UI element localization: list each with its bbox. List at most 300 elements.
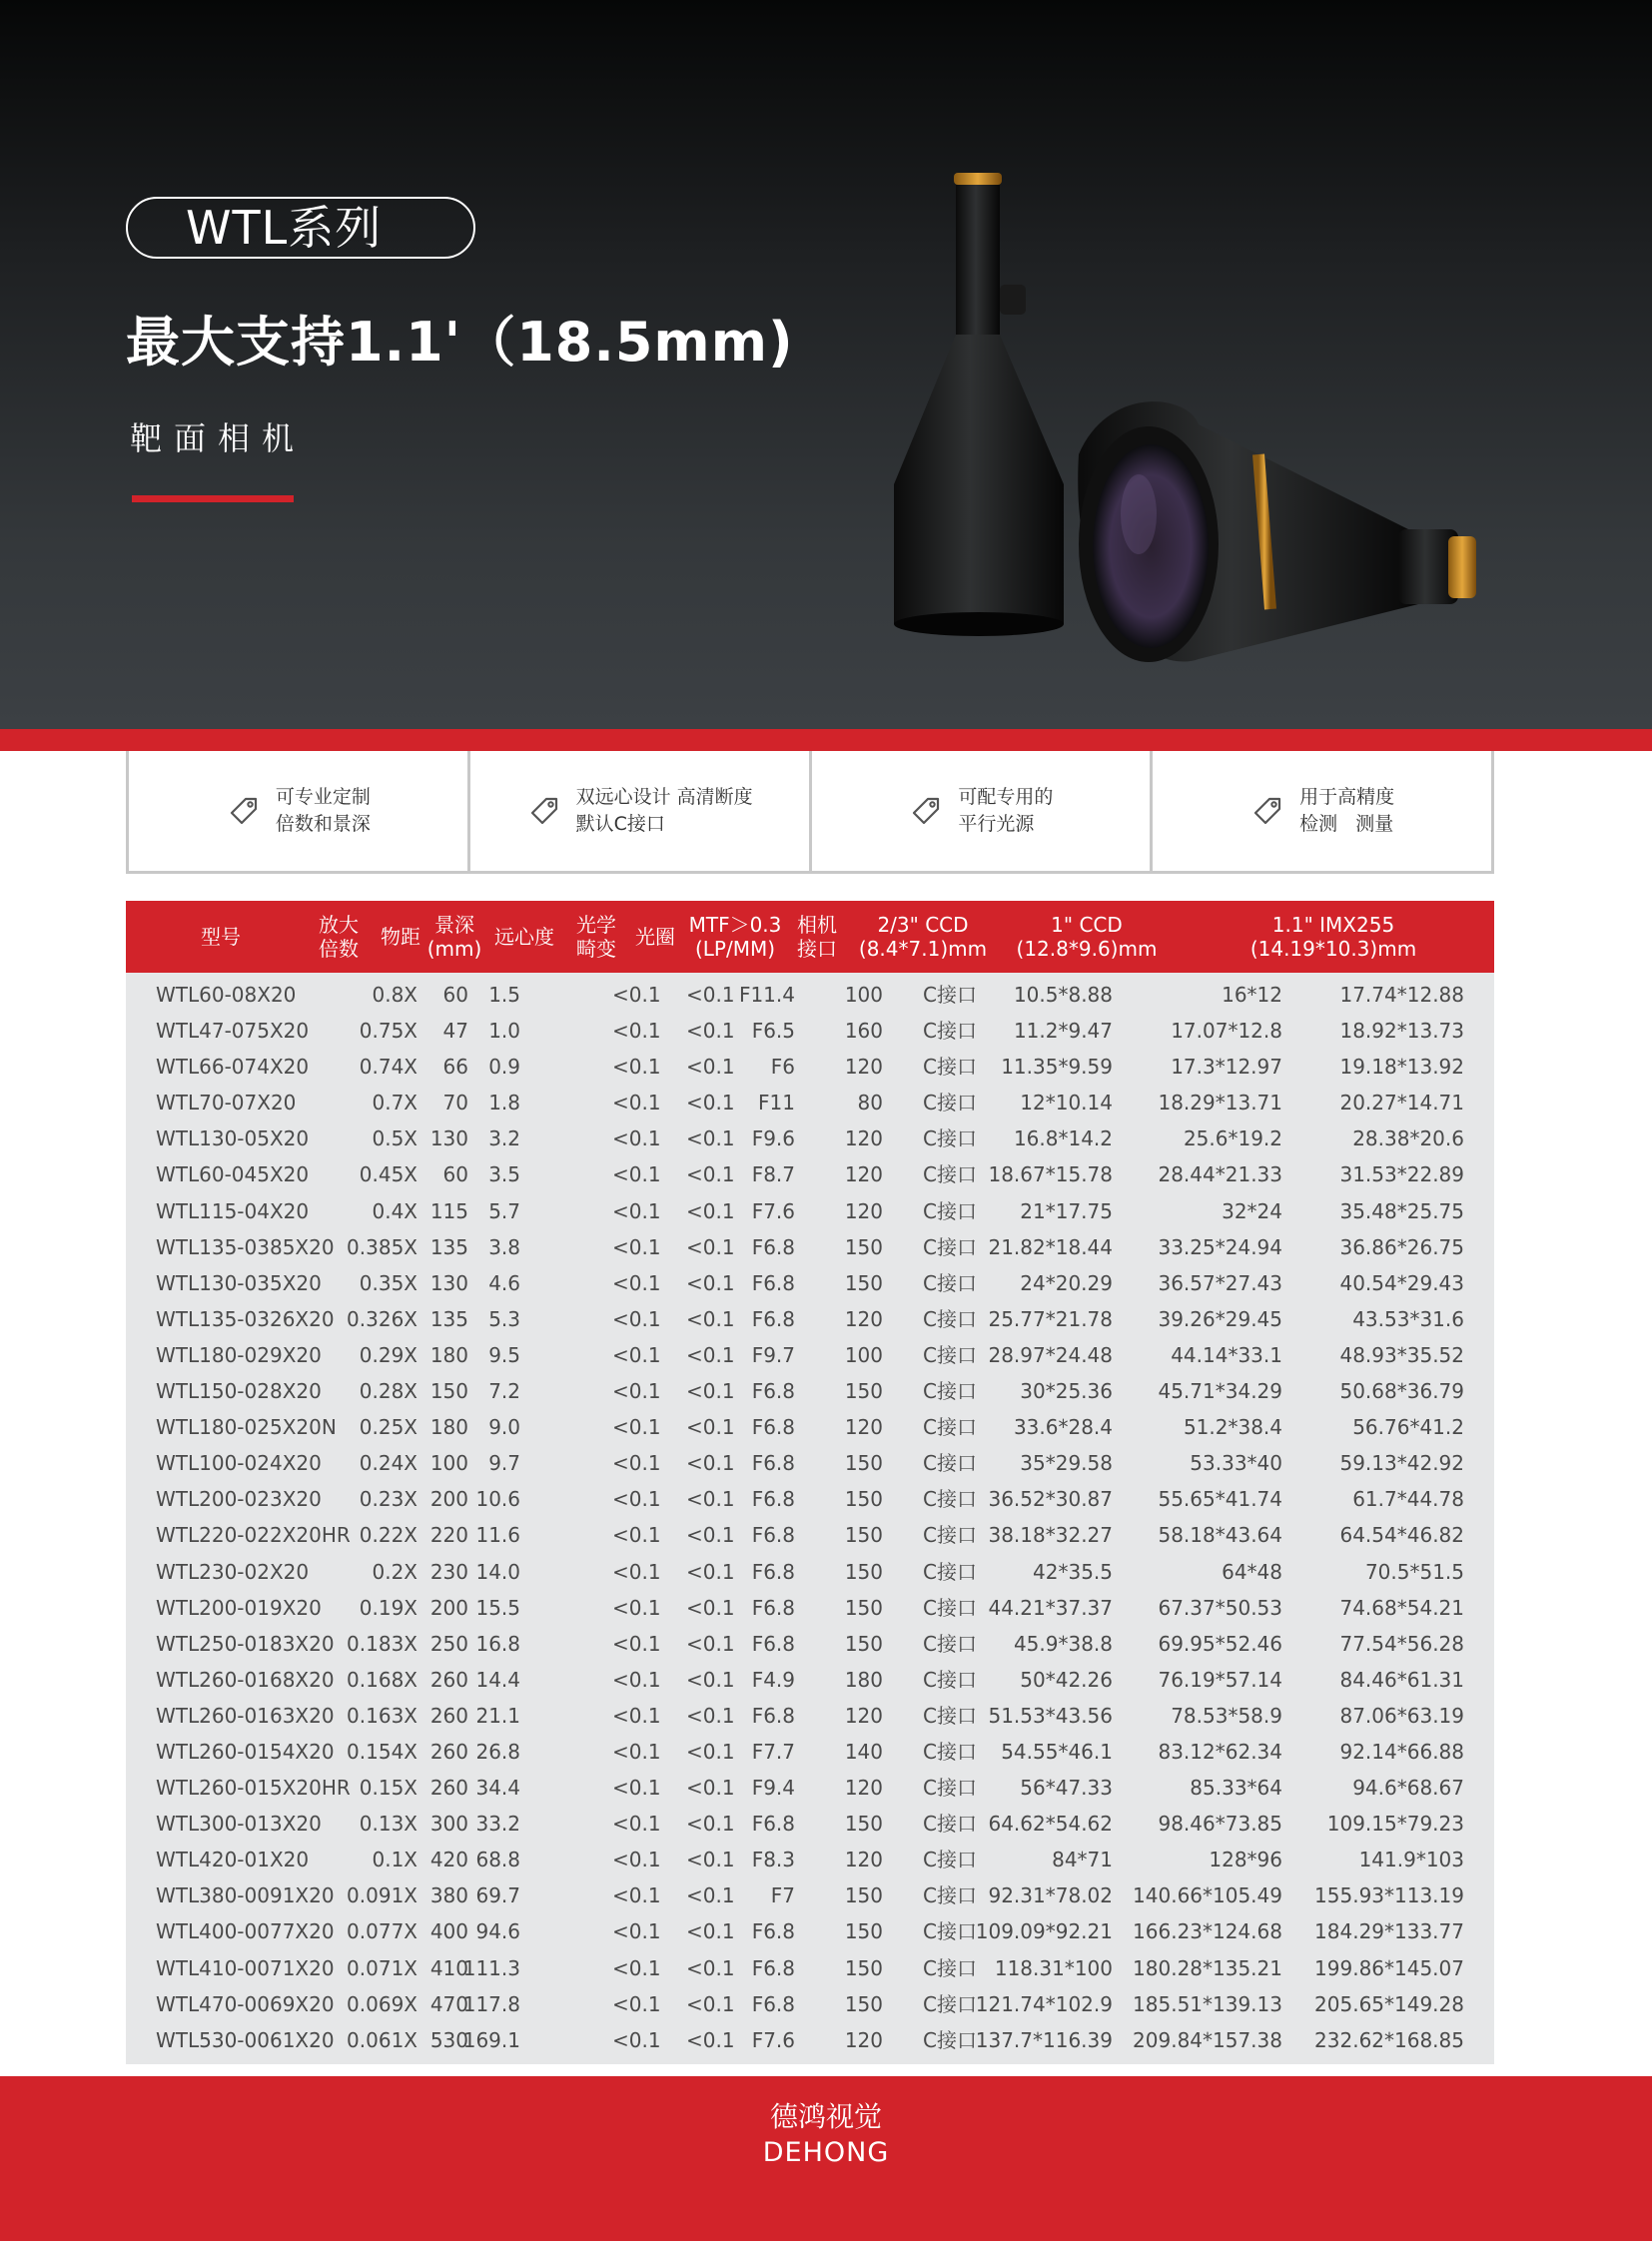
table-cell: 140.66*105.49 — [1133, 1883, 1282, 1908]
table-cell: <0.1 — [686, 1091, 735, 1116]
column-header-line: 光学 — [576, 913, 616, 937]
table-cell: <0.1 — [686, 1451, 735, 1476]
table-cell: 150 — [844, 1955, 883, 1980]
table-cell: <0.1 — [612, 1523, 661, 1548]
table-cell: 130 — [429, 1126, 468, 1151]
table-cell: 0.5X — [372, 1126, 417, 1151]
table-cell: 120 — [844, 1198, 883, 1223]
table-cell: 160 — [844, 1019, 883, 1044]
table-cell: 28.38*20.6 — [1352, 1126, 1464, 1151]
column-header — [302, 901, 376, 973]
table-cell: <0.1 — [686, 983, 735, 1007]
column-header-line: 倍数 — [319, 937, 359, 961]
table-cell: <0.1 — [612, 1776, 661, 1801]
table-cell: 150 — [844, 1631, 883, 1656]
table-cell: C接口 — [923, 1055, 977, 1080]
column-header-line: 2/3" CCD — [877, 913, 969, 937]
table-cell: F6.8 — [751, 1631, 795, 1656]
column-header — [563, 901, 629, 973]
table-cell: <0.1 — [612, 1270, 661, 1295]
table-cell: 0.168X — [347, 1667, 417, 1692]
table-cell: F6.8 — [751, 1955, 795, 1980]
table-cell: C接口 — [923, 983, 977, 1007]
table-cell: 0.22X — [359, 1523, 417, 1548]
feature-line: 平行光源 — [958, 813, 1035, 835]
column-header-line: (LP/MM) — [694, 937, 776, 961]
feature-line: 默认C接口 — [575, 813, 665, 835]
table-cell: 19.18*13.92 — [1339, 1055, 1464, 1080]
table-cell: 100 — [844, 983, 883, 1007]
table-cell: 0.2X — [372, 1559, 417, 1584]
brand-name-cn: 德鸿视觉 — [769, 2100, 882, 2133]
table-row — [126, 1734, 1494, 1770]
table-cell: WTL130-035X20 — [156, 1270, 322, 1295]
tag-icon — [526, 793, 562, 829]
table-cell: <0.1 — [686, 1523, 735, 1548]
table-row — [126, 1626, 1494, 1662]
table-cell: 180.28*135.21 — [1133, 1955, 1282, 1980]
table-cell: 92.14*66.88 — [1339, 1739, 1464, 1764]
table-cell: 400 — [429, 1919, 468, 1944]
table-cell: 78.53*58.9 — [1171, 1703, 1282, 1728]
table-cell: 0.75X — [359, 1019, 417, 1044]
tag-icon — [1249, 793, 1285, 829]
table-cell: 28.97*24.48 — [988, 1342, 1113, 1367]
table-cell: 0.23X — [359, 1487, 417, 1512]
table-cell: WTL47-075X20 — [156, 1019, 310, 1044]
table-cell: 16.8*14.2 — [1013, 1126, 1113, 1151]
feature-line: 可配专用的 — [958, 786, 1054, 808]
table-cell: 44.21*37.37 — [988, 1595, 1113, 1620]
table-cell: 59.13*42.92 — [1339, 1451, 1464, 1476]
table-cell: 35.48*25.75 — [1339, 1198, 1464, 1223]
table-row — [126, 1337, 1494, 1373]
table-row — [126, 1698, 1494, 1734]
table-cell: 120 — [844, 1848, 883, 1872]
table-cell: 66 — [442, 1055, 468, 1080]
table-cell: 38.18*32.27 — [988, 1523, 1113, 1548]
table-cell: 5.3 — [488, 1306, 520, 1331]
column-header-line: MTF＞0.3 — [688, 913, 782, 937]
column-header-line: (12.8*9.6)mm — [1016, 937, 1158, 961]
table-row — [126, 1193, 1494, 1229]
table-cell: 45.9*38.8 — [1013, 1631, 1113, 1656]
table-cell: 0.45X — [359, 1162, 417, 1187]
table-cell: <0.1 — [612, 1198, 661, 1223]
table-cell: F6.8 — [751, 1379, 795, 1404]
table-cell: 21.82*18.44 — [988, 1234, 1113, 1259]
table-cell: 120 — [844, 1162, 883, 1187]
table-cell: 64*48 — [1222, 1559, 1282, 1584]
table-cell: F6.8 — [751, 1306, 795, 1331]
table-cell: <0.1 — [686, 1198, 735, 1223]
table-cell: 150 — [844, 1559, 883, 1584]
table-cell: 17.74*12.88 — [1339, 983, 1464, 1007]
table-cell: 18.29*13.71 — [1158, 1091, 1282, 1116]
table-cell: 3.8 — [488, 1234, 520, 1259]
table-cell: 205.65*149.28 — [1314, 1991, 1464, 2016]
column-header — [485, 901, 563, 973]
table-cell: F6.8 — [751, 1234, 795, 1259]
table-cell: 0.077X — [347, 1919, 417, 1944]
lens-product-image — [859, 155, 1518, 674]
table-cell: 12*10.14 — [1020, 1091, 1113, 1116]
table-cell: 120 — [844, 1776, 883, 1801]
table-cell: 69.95*52.46 — [1158, 1631, 1282, 1656]
table-cell: 120 — [844, 1415, 883, 1440]
table-cell: 0.061X — [347, 2027, 417, 2052]
feature-card — [467, 751, 809, 874]
table-cell: 76.19*57.14 — [1158, 1667, 1282, 1692]
table-cell: 0.74X — [359, 1055, 417, 1080]
table-cell: WTL470-0069X20 — [156, 1991, 335, 2016]
table-cell: 35*29.58 — [1020, 1451, 1113, 1476]
table-cell: 64.62*54.62 — [988, 1812, 1113, 1837]
table-cell: <0.1 — [612, 1991, 661, 2016]
table-row — [126, 1842, 1494, 1877]
table-cell: 94.6*68.67 — [1352, 1776, 1464, 1801]
column-header — [423, 901, 485, 973]
table-cell: 111.3 — [462, 1955, 520, 1980]
table-cell: 30*25.36 — [1020, 1379, 1113, 1404]
table-cell: 0.35X — [359, 1270, 417, 1295]
table-cell: 150 — [844, 1234, 883, 1259]
table-cell: <0.1 — [612, 1162, 661, 1187]
table-cell: 135 — [429, 1306, 468, 1331]
table-cell: WTL260-0163X20 — [156, 1703, 335, 1728]
table-cell: 45.71*34.29 — [1158, 1379, 1282, 1404]
table-cell: WTL100-024X20 — [156, 1451, 322, 1476]
table-cell: WTL135-0326X20 — [156, 1306, 335, 1331]
tag-icon — [908, 793, 944, 829]
table-cell: <0.1 — [612, 1342, 661, 1367]
table-cell: 34.4 — [475, 1776, 520, 1801]
table-cell: <0.1 — [686, 1055, 735, 1080]
feature-line: 双远心设计 高清断度 — [575, 786, 753, 808]
table-cell: 0.163X — [347, 1703, 417, 1728]
column-header-line: 1" CCD — [1051, 913, 1123, 937]
table-cell: WTL60-045X20 — [156, 1162, 310, 1187]
table-cell: 0.13X — [359, 1812, 417, 1837]
table-cell: 26.8 — [475, 1739, 520, 1764]
table-cell: WTL380-0091X20 — [156, 1883, 335, 1908]
table-cell: 109.09*92.21 — [975, 1919, 1113, 1944]
table-cell: <0.1 — [612, 1739, 661, 1764]
table-cell: WTL150-028X20 — [156, 1379, 322, 1404]
table-cell: 20.27*14.71 — [1339, 1091, 1464, 1116]
table-cell: <0.1 — [686, 2027, 735, 2052]
table-cell: 150 — [844, 1883, 883, 1908]
table-cell: F4.9 — [751, 1667, 795, 1692]
tag-icon — [226, 793, 262, 829]
table-cell: 121.74*102.9 — [975, 1991, 1113, 2016]
column-header — [376, 901, 425, 973]
table-cell: 3.2 — [488, 1126, 520, 1151]
table-cell: <0.1 — [686, 1595, 735, 1620]
table-cell: <0.1 — [686, 1739, 735, 1764]
table-cell: 220 — [429, 1523, 468, 1548]
table-cell: WTL250-0183X20 — [156, 1631, 335, 1656]
table-cell: F9.6 — [751, 1126, 795, 1151]
table-cell: C接口 — [923, 1739, 977, 1764]
table-cell: 0.8X — [372, 983, 417, 1007]
table-cell: WTL60-08X20 — [156, 983, 297, 1007]
table-cell: 53.33*40 — [1190, 1451, 1282, 1476]
table-cell: 36.57*27.43 — [1158, 1270, 1282, 1295]
table-cell: WTL115-04X20 — [156, 1198, 310, 1223]
table-cell: <0.1 — [686, 1162, 735, 1187]
table-cell: F7 — [770, 1883, 795, 1908]
table-header — [126, 901, 1494, 973]
table-row — [126, 1590, 1494, 1626]
table-cell: <0.1 — [686, 1883, 735, 1908]
table-cell: 150 — [429, 1379, 468, 1404]
column-header — [789, 901, 845, 973]
column-header — [1173, 901, 1494, 973]
table-cell: WTL200-019X20 — [156, 1595, 322, 1620]
feature-card — [126, 751, 467, 874]
table-cell: 0.7X — [372, 1091, 417, 1116]
table-cell: <0.1 — [612, 1667, 661, 1692]
table-cell: 16.8 — [475, 1631, 520, 1656]
table-cell: 28.44*21.33 — [1158, 1162, 1282, 1187]
table-body — [126, 973, 1494, 2064]
table-cell: 0.25X — [359, 1415, 417, 1440]
table-cell: 32*24 — [1222, 1198, 1282, 1223]
table-cell: 54.55*46.1 — [1001, 1739, 1113, 1764]
table-cell: 0.091X — [347, 1883, 417, 1908]
table-cell: 60 — [442, 1162, 468, 1187]
table-cell: C接口 — [923, 1595, 977, 1620]
table-cell: 9.5 — [488, 1342, 520, 1367]
table-cell: C接口 — [923, 1523, 977, 1548]
table-cell: WTL66-074X20 — [156, 1055, 310, 1080]
table-cell: F6.5 — [751, 1019, 795, 1044]
table-cell: 87.06*63.19 — [1339, 1703, 1464, 1728]
table-cell: 33.25*24.94 — [1158, 1234, 1282, 1259]
table-cell: WTL300-013X20 — [156, 1812, 322, 1837]
table-cell: <0.1 — [686, 1703, 735, 1728]
table-cell: 10.6 — [475, 1487, 520, 1512]
table-row — [126, 1662, 1494, 1698]
column-header — [845, 901, 1001, 973]
feature-card — [1150, 751, 1494, 874]
table-cell: <0.1 — [612, 2027, 661, 2052]
table-cell: 58.18*43.64 — [1158, 1523, 1282, 1548]
column-header-line: 物距 — [381, 925, 420, 949]
table-row — [126, 1986, 1494, 2022]
column-header-line: (14.19*10.3)mm — [1249, 937, 1417, 961]
table-cell: 410 — [429, 1955, 468, 1980]
column-header-line: 放大 — [319, 913, 359, 937]
column-header — [629, 901, 681, 973]
table-cell: <0.1 — [686, 1776, 735, 1801]
table-cell: <0.1 — [612, 983, 661, 1007]
table-cell: 109.15*79.23 — [1326, 1812, 1464, 1837]
table-cell: C接口 — [923, 1415, 977, 1440]
table-row — [126, 1229, 1494, 1265]
table-row — [126, 1085, 1494, 1120]
table-cell: F6.8 — [751, 1523, 795, 1548]
table-cell: <0.1 — [612, 1812, 661, 1837]
table-cell: WTL260-0168X20 — [156, 1667, 335, 1692]
table-cell: 17.3*12.97 — [1171, 1055, 1282, 1080]
table-cell: C接口 — [923, 1883, 977, 1908]
table-cell: 150 — [844, 1487, 883, 1512]
table-cell: 0.19X — [359, 1595, 417, 1620]
table-cell: 51.53*43.56 — [988, 1703, 1113, 1728]
table-row — [126, 1554, 1494, 1590]
table-cell: WTL180-029X20 — [156, 1342, 322, 1367]
table-row — [126, 1156, 1494, 1192]
table-cell: <0.1 — [612, 1055, 661, 1080]
column-header — [1001, 901, 1173, 973]
table-cell: 69.7 — [475, 1883, 520, 1908]
table-row — [126, 1481, 1494, 1517]
table-cell: 55.65*41.74 — [1158, 1487, 1282, 1512]
table-cell: 11.6 — [475, 1523, 520, 1548]
table-cell: <0.1 — [686, 1667, 735, 1692]
table-cell: 0.1X — [372, 1848, 417, 1872]
table-cell: 40.54*29.43 — [1339, 1270, 1464, 1295]
table-cell: <0.1 — [686, 1955, 735, 1980]
table-cell: <0.1 — [612, 1234, 661, 1259]
table-cell: C接口 — [923, 1559, 977, 1584]
table-cell: 36.52*30.87 — [988, 1487, 1113, 1512]
table-cell: 11.2*9.47 — [1013, 1019, 1113, 1044]
table-cell: 11.35*9.59 — [1001, 1055, 1113, 1080]
table-cell: 232.62*168.85 — [1314, 2027, 1464, 2052]
table-row — [126, 1445, 1494, 1481]
table-cell: 39.26*29.45 — [1158, 1306, 1282, 1331]
column-header-line: (mm) — [426, 937, 482, 961]
table-cell: 199.86*145.07 — [1314, 1955, 1464, 1980]
table-cell: WTL400-0077X20 — [156, 1919, 335, 1944]
table-row — [126, 1120, 1494, 1156]
table-cell: <0.1 — [686, 1379, 735, 1404]
table-cell: <0.1 — [686, 1487, 735, 1512]
table-cell: 141.9*103 — [1358, 1848, 1464, 1872]
table-cell: C接口 — [923, 1451, 977, 1476]
table-cell: C接口 — [923, 1306, 977, 1331]
column-header-line: 相机 — [797, 913, 837, 937]
table-cell: 85.33*64 — [1190, 1776, 1282, 1801]
table-cell: 0.29X — [359, 1342, 417, 1367]
table-cell: F6.8 — [751, 1703, 795, 1728]
table-cell: 166.23*124.68 — [1133, 1919, 1282, 1944]
table-cell: 150 — [844, 1379, 883, 1404]
table-cell: 17.07*12.8 — [1171, 1019, 1282, 1044]
feature-strip — [126, 751, 1494, 874]
table-cell: 5.7 — [488, 1198, 520, 1223]
table-cell: 200 — [429, 1595, 468, 1620]
table-cell: WTL200-023X20 — [156, 1487, 322, 1512]
table-cell: <0.1 — [612, 1955, 661, 1980]
table-cell: WTL420-01X20 — [156, 1848, 310, 1872]
table-cell: <0.1 — [612, 1451, 661, 1476]
table-cell: 31.53*22.89 — [1339, 1162, 1464, 1187]
feature-line: 倍数和景深 — [275, 813, 371, 835]
table-cell: 0.15X — [359, 1776, 417, 1801]
table-cell: WTL130-05X20 — [156, 1126, 310, 1151]
table-cell: <0.1 — [612, 1487, 661, 1512]
table-cell: 18.92*13.73 — [1339, 1019, 1464, 1044]
table-cell: WTL220-022X20HR — [156, 1523, 351, 1548]
table-cell: 185.51*139.13 — [1133, 1991, 1282, 2016]
table-row — [126, 1265, 1494, 1301]
table-cell: 60 — [442, 983, 468, 1007]
table-cell: 74.68*54.21 — [1339, 1595, 1464, 1620]
table-cell: 64.54*46.82 — [1339, 1523, 1464, 1548]
table-cell: 470 — [429, 1991, 468, 2016]
table-cell: 137.7*116.39 — [975, 2027, 1113, 2052]
table-cell: <0.1 — [686, 1631, 735, 1656]
column-header-line: 景深 — [433, 913, 474, 937]
table-cell: 15.5 — [475, 1595, 520, 1620]
table-cell: 44.14*33.1 — [1171, 1342, 1282, 1367]
table-cell: 56*47.33 — [1020, 1776, 1113, 1801]
table-cell: 83.12*62.34 — [1158, 1739, 1282, 1764]
table-row — [126, 1913, 1494, 1949]
table-cell: <0.1 — [612, 1306, 661, 1331]
table-cell: 169.1 — [462, 2027, 520, 2052]
table-cell: <0.1 — [612, 1559, 661, 1584]
table-cell: 0.28X — [359, 1379, 417, 1404]
table-cell: 120 — [844, 1055, 883, 1080]
table-cell: WTL260-015X20HR — [156, 1776, 351, 1801]
table-cell: 0.069X — [347, 1991, 417, 2016]
table-cell: <0.1 — [612, 1379, 661, 1404]
table-cell: 94.6 — [475, 1919, 520, 1944]
table-cell: C接口 — [923, 1342, 977, 1367]
table-cell: C接口 — [923, 1091, 977, 1116]
table-cell: 7.2 — [488, 1379, 520, 1404]
table-cell: C接口 — [923, 1776, 977, 1801]
table-cell: C接口 — [923, 1812, 977, 1837]
table-cell: 36.86*26.75 — [1339, 1234, 1464, 1259]
table-cell: 260 — [429, 1703, 468, 1728]
table-cell: 0.385X — [347, 1234, 417, 1259]
table-cell: 24*20.29 — [1020, 1270, 1113, 1295]
table-cell: 47 — [442, 1019, 468, 1044]
table-cell: 155.93*113.19 — [1314, 1883, 1464, 1908]
table-cell: 120 — [844, 1306, 883, 1331]
table-row — [126, 977, 1494, 1013]
table-cell: WTL410-0071X20 — [156, 1955, 335, 1980]
table-cell: F9.4 — [751, 1776, 795, 1801]
table-cell: 420 — [429, 1848, 468, 1872]
table-row — [126, 1950, 1494, 1986]
table-row — [126, 2022, 1494, 2058]
table-cell: 98.46*73.85 — [1158, 1812, 1282, 1837]
table-cell: 21*17.75 — [1020, 1198, 1113, 1223]
table-cell: C接口 — [923, 1487, 977, 1512]
table-cell: 260 — [429, 1739, 468, 1764]
table-cell: 150 — [844, 1451, 883, 1476]
table-cell: 150 — [844, 1919, 883, 1944]
table-cell: 117.8 — [462, 1991, 520, 2016]
table-cell: <0.1 — [612, 1019, 661, 1044]
table-cell: F6.8 — [751, 1559, 795, 1584]
table-cell: C接口 — [923, 1379, 977, 1404]
series-badge: WTL系列 — [126, 197, 475, 259]
table-cell: 14.4 — [475, 1667, 520, 1692]
table-cell: WTL70-07X20 — [156, 1091, 297, 1116]
table-cell: <0.1 — [686, 1342, 735, 1367]
table-cell: 184.29*133.77 — [1314, 1919, 1464, 1944]
table-row — [126, 1770, 1494, 1806]
table-cell: 61.7*44.78 — [1352, 1487, 1464, 1512]
